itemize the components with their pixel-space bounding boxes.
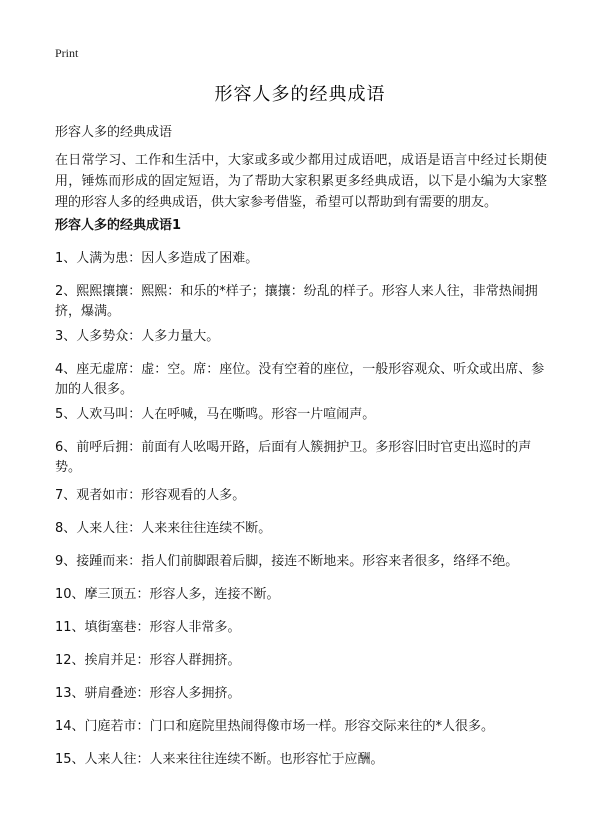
idiom-item: 9、接踵而来：指人们前脚跟着后脚，接连不断地来。形容来者很多，络绎不绝。 bbox=[55, 554, 519, 569]
idiom-item: 7、观者如市：形容观看的人多。 bbox=[55, 488, 246, 503]
subtitle: 形容人多的经典成语 bbox=[55, 125, 173, 140]
section-heading: 形容人多的经典成语1 bbox=[55, 218, 182, 233]
idiom-item: 15、人来人往：人来来往往连续不断。也形容忙于应酬。 bbox=[55, 752, 384, 767]
idiom-item: 6、前呼后拥：前面有人吆喝开路，后面有人簇拥护卫。多形容旧时官吏出巡时的声势。 bbox=[55, 440, 532, 475]
idiom-item: 5、人欢马叫：人在呼喊，马在嘶鸣。形容一片喧闹声。 bbox=[55, 407, 376, 422]
idiom-item: 11、填街塞巷：形容人非常多。 bbox=[55, 620, 241, 635]
idiom-item: 10、摩三顶五：形容人多，连接不断。 bbox=[55, 587, 280, 602]
idiom-item: 3、人多势众：人多力量大。 bbox=[55, 329, 220, 344]
page-title: 形容人多的经典成语 bbox=[214, 84, 386, 105]
idiom-item: 13、骈肩叠迹：形容人多拥挤。 bbox=[55, 686, 241, 701]
print-link[interactable]: Print bbox=[55, 46, 79, 60]
idiom-item: 14、门庭若市：门口和庭院里热闹得像市场一样。形容交际来往的*人很多。 bbox=[55, 719, 495, 734]
idiom-item: 12、挨肩并足：形容人群拥挤。 bbox=[55, 653, 241, 668]
intro-paragraph: 在日常学习、工作和生活中，大家或多或少都用过成语吧，成语是语言中经过长期使用，锤炼而形成的固定短语，为了帮助大家积累更多经典成语，以下是小编为大家整理的形容人多的经典成语，供大家参考借鉴，希望可以帮助到有需要的朋友。 bbox=[55, 153, 547, 210]
idiom-item: 4、座无虚席：虚：空。席：座位。没有空着的座位，一般形容观众、听众或出席、参加的人很多。 bbox=[55, 362, 545, 397]
idiom-item: 2、熙熙攘攘：熙熙：和乐的*样子；攘攘：纷乱的样子。形容人来人往，非常热闹拥挤，爆满。 bbox=[55, 284, 538, 319]
idiom-item: 8、人来人往：人来来往往连续不断。 bbox=[55, 521, 272, 536]
idiom-item: 1、人满为患：因人多造成了困难。 bbox=[55, 251, 259, 266]
